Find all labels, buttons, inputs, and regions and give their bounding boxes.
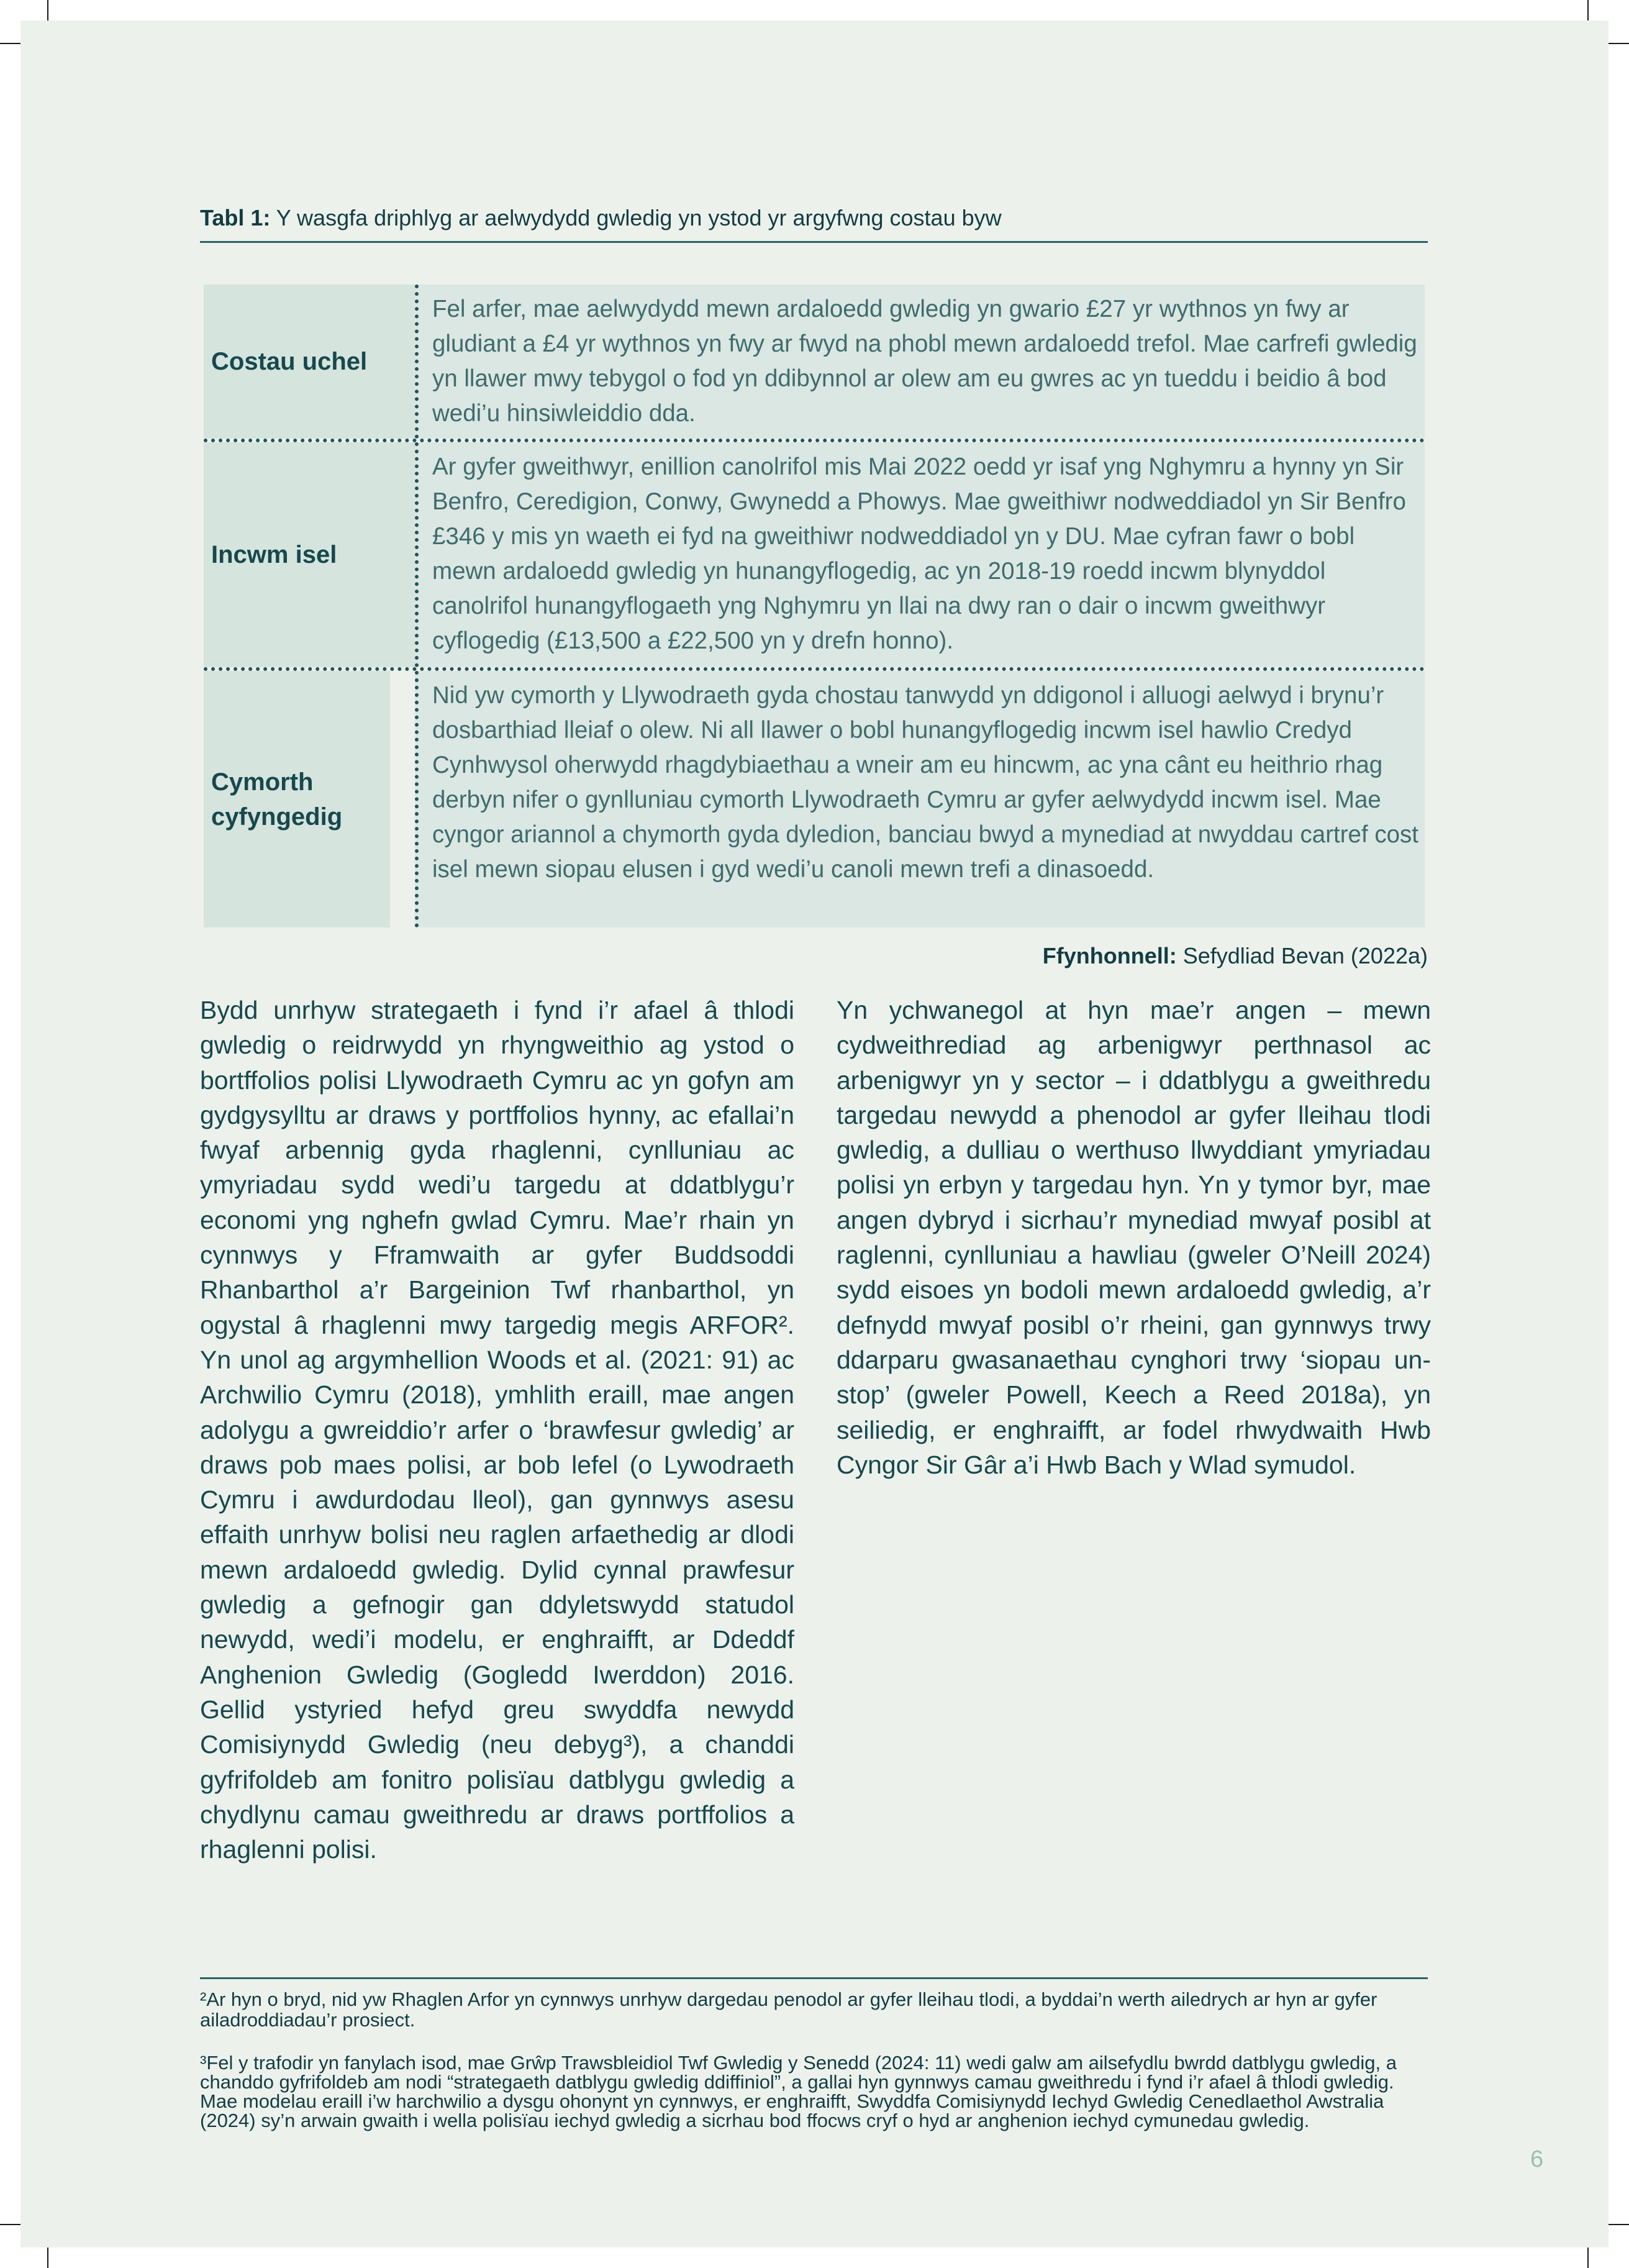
row-label: Cymorth cyfyngedig <box>204 671 390 927</box>
crop-mark <box>1587 2248 1589 2268</box>
source-label: Ffynhonnell: <box>1042 943 1177 968</box>
table-row <box>204 442 1425 667</box>
row-text: Nid yw cymorth y Llywodraeth gyda chostau tanwydd yn ddigonol i alluogi aelwyd i brynu’r dosbarthiad lleiaf o olew. Ni all llawer o bobl hunangyflogedig incwm isel hawlio Credyd Cynhwysol oherwydd rhagdybiaethau a wneir am eu hincwm, ac yna cânt eu heithrio rhag derbyn nifer o gynlluniau cymorth Llywodraeth Cymru ar gyfer aelwydydd incwm isel. Mae cyngor ariannol a chymorth gyda dyledion, banciau bwyd a mynediad at nwyddau cartref cost isel mewn siopau elusen i gyd wedi’u canoli mewn trefi a dinasoedd. <box>415 671 1425 927</box>
source-text: Sefydliad Bevan (2022a) <box>1176 943 1428 968</box>
footnote-divider <box>200 1977 1428 1979</box>
table-caption-text: Y wasgfa driphlyg ar aelwydydd gwledig yn ystod yr argyfwng costau byw <box>270 205 1002 230</box>
crop-mark <box>47 2248 48 2268</box>
footnote-2: ²Ar hyn o bryd, nid yw Rhaglen Arfor yn cynnwys unrhyw dargedau penodol ar gyfer lleihau tlodi, a byddai’n werth ailedrych ar hyn ar gyfer ailadroddiadau’r prosiect. <box>200 1988 1377 2031</box>
body-paragraph: Yn ychwanegol at hyn mae’r angen – mewn cydweithrediad ag arbenigwyr perthnasol ac arbenigwyr yn y sector – i ddatblygu a gweithredu targedau newydd a phenodol ar gyfer lleihau tlodi gwledig, a dulliau o werthuso llwyddiant ymyriadau polisi yn erbyn y targedau hyn. Yn y tymor byr, mae angen dybryd i sicrhau’r mynediad mwyaf posibl at raglenni, cynlluniau a hawliau (gweler O’Neill 2024) sydd eisoes yn bodoli mewn ardaloedd gwledig, a’r defnydd mwyaf posibl o’r rheini, gan gynnwys trwy ddarparu gwasanaethau cynghori trwy ‘siopau un-stop’ (gweler Powell, Keech a Reed 2018a), yn seiliedig, er enghraifft, ar fodel rhwydwaith Hwb Cyngor Sir Gâr a’i Hwb Bach y Wlad symudol. <box>837 996 1431 1479</box>
table-caption <box>200 205 1428 243</box>
crop-mark <box>1587 0 1589 20</box>
footnote-3: ³Fel y trafodir yn fanylach isod, mae Grŵp Trawsbleidiol Twf Gwledig y Senedd (2024: 11) wedi galw am ailsefydlu bwrdd datblygu gwledig, a chanddo gyfrifoldeb am nodi “strategaeth datblygu gwledig ddiffiniol”, a gallai hyn gynnwys camau gweithredu i fynd i’r afael â thlodi gwledig. Mae modelau eraill i’w harchwilio a dysgu ohonynt yn cynnwys, er enghraifft, Swyddfa Comisiynydd Iechyd Gwledig Cenedlaethol Awstralia (2024) sy’n arwain gwaith i wella polisïau iechyd gwledig a sicrhau bod ffocws cryf o hyd ar anghenion iechyd cymunedau gwledig. <box>200 2052 1397 2131</box>
crop-mark <box>1609 43 1629 44</box>
body-column-right <box>837 993 1431 1482</box>
body-column-left <box>200 993 794 1867</box>
page-number: 6 <box>1530 2146 1544 2172</box>
body-paragraph: Bydd unrhyw strategaeth i fynd i’r afael â thlodi gwledig o reidrwydd yn rhyngweithio ag ystod o bortffolios polisi Llywodraeth Cymru ac yn gofyn am gydgysylltu ar draws y portffolios hynny, ac efallai’n fwyaf arbennig gyda rhaglenni, cynlluniau ac ymyriadau sydd wedi’u targedu at ddatblygu’r economi yng nghefn gwlad Cymru. Mae’r rhain yn cynnwys y Fframwaith ar gyfer Buddsoddi Rhanbarthol a’r Bargeinion Twf rhanbarthol, yn ogystal â rhaglenni mwy targedig megis ARFOR². Yn unol ag argymhellion Woods et al. (2021: 91) ac Archwilio Cymru (2018), ymhlith eraill, mae angen adolygu a gwreiddio’r arfer o ‘brawfesur gwledig’ ar draws pob maes polisi, ar bob lefel (o Lywodraeth Cymru i awdurdodau lleol), gan gynnwys asesu effaith unrhyw bolisi neu raglen arfaethedig ar dlodi mewn ardaloedd gwledig. Dylid cynnal prawfesur gwledig a gefnogir gan ddyletswydd statudol newydd, wedi’i modelu, er enghraifft, ar Ddeddf Anghenion Gwledig (Gogledd Iwerddon) 2016. Gellid ystyried hefyd greu swyddfa newydd Comisiynydd Gwledig (neu debyg³), a chanddi gyfrifoldeb am fonitro polisïau datblygu gwledig a chydlynu camau gweithredu ar draws portffolios a rhaglenni polisi. <box>200 996 794 1864</box>
row-label: Costau uchel <box>204 285 415 439</box>
table-caption-label: Tabl 1: <box>200 205 271 230</box>
info-table <box>204 285 1425 927</box>
table-source <box>683 943 1428 969</box>
crop-mark <box>0 43 20 44</box>
row-text: Fel arfer, mae aelwydydd mewn ardaloedd gwledig yn gwario £27 yr wythnos yn fwy ar gludiant a £4 yr wythnos yn fwy ar fwyd na phobl mewn ardaloedd trefol. Mae carfrefi gwledig yn llawer mwy tebygol o fod yn ddibynnol ar olew am eu gwres ac yn tueddu i beidio â bod wedi’u hinsiwleiddio dda. <box>415 285 1425 439</box>
crop-mark <box>1609 2224 1629 2225</box>
row-text: Ar gyfer gweithwyr, enillion canolrifol mis Mai 2022 oedd yr isaf yng Nghymru a hynny yn Sir Benfro, Ceredigion, Conwy, Gwynedd a Phowys. Mae gweithiwr nodweddiadol yn Sir Benfro £346 y mis yn waeth ei fyd na gweithiwr nodweddiadol yn y DU. Mae cyfran fawr o bobl mewn ardaloedd gwledig yn hunangyflogedig, ac yn 2018-19 roedd incwm blynyddol canolrifol hunangyflogaeth yng Nghymru yn llai na dwy ran o dair o incwm gweithwyr cyflogedig (£13,500 a £22,500 yn y drefn honno). <box>415 442 1425 667</box>
crop-mark <box>0 2224 20 2225</box>
table-row <box>204 285 1425 439</box>
row-label: Incwm isel <box>204 442 415 667</box>
table-row <box>204 671 1425 927</box>
crop-mark <box>47 0 48 20</box>
